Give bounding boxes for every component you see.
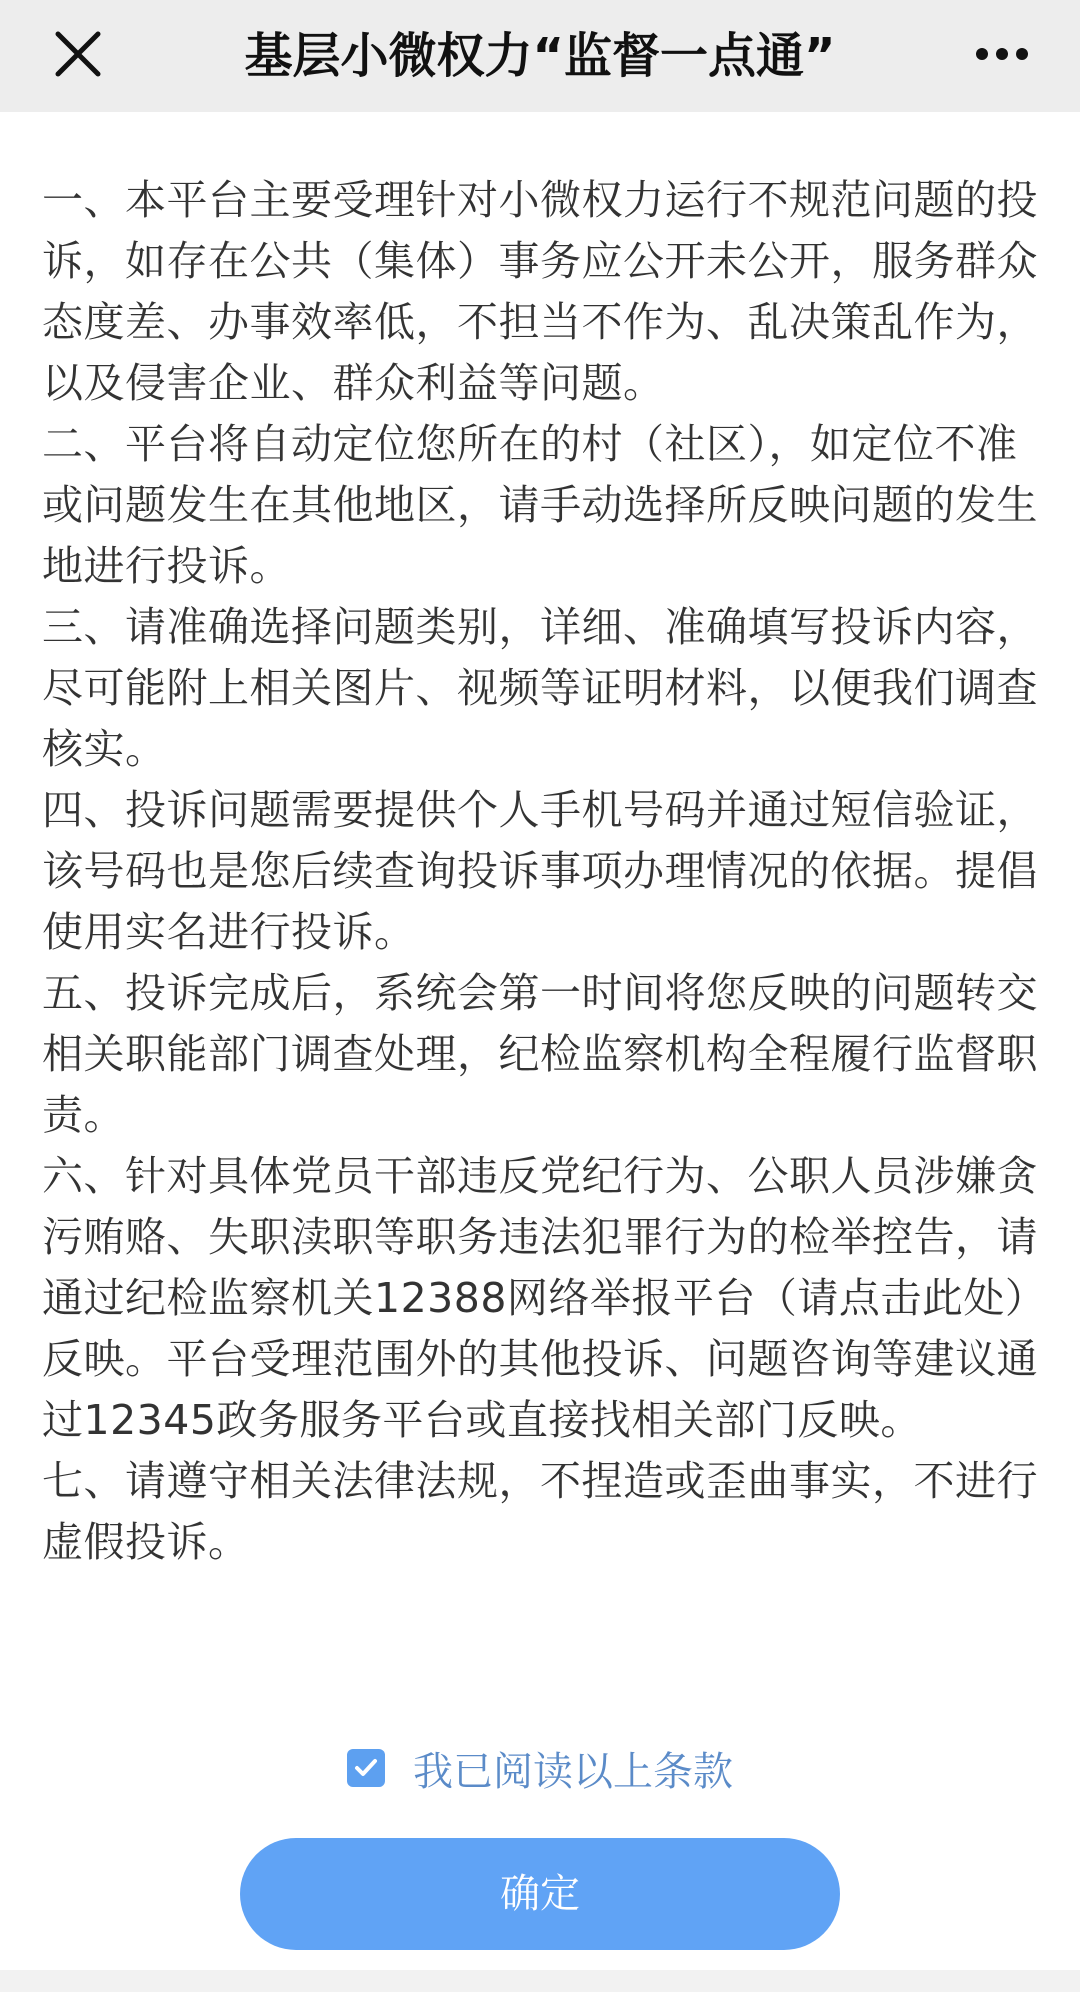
agreement-checkbox[interactable] [347, 1749, 385, 1787]
more-dots-icon[interactable] [974, 34, 1030, 74]
term-item-5: 五、投诉完成后，系统会第一时间将您反映的问题转交相关职能部门调查处理，纪检监察机构全程履行监督职责。 [42, 969, 1038, 1139]
term-item-7: 七、请遵守相关法律法规，不捏造或歪曲事实，不进行虚假投诉。 [42, 1457, 1038, 1566]
term-item-4: 四、投诉问题需要提供个人手机号码并通过短信验证，该号码也是您后续查询投诉事项办理情况的依据。提倡使用实名进行投诉。 [42, 786, 1038, 956]
term-item-1: 一、本平台主要受理针对小微权力运行不规范问题的投诉，如存在公共（集体）事务应公开未公开，服务群众态度差、办事效率低，不担当不作为、乱决策乱作为，以及侵害企业、群众利益等问题。 [42, 176, 1038, 407]
nav-bar [0, 0, 1080, 112]
terms-content [42, 170, 1042, 1573]
bottom-strip [0, 1970, 1080, 1992]
terms-list [42, 170, 1042, 1573]
close-icon[interactable] [50, 26, 106, 82]
agreement-row[interactable] [0, 1740, 1080, 1796]
checkmark-icon [353, 1755, 379, 1781]
page-title: 基层小微权力“监督一点通” [244, 28, 836, 84]
confirm-button[interactable]: 确定 [240, 1838, 840, 1950]
term-item-2: 二、平台将自动定位您所在的村（社区），如定位不准或问题发生在其他地区，请手动选择所反映问题的发生地进行投诉。 [42, 420, 1038, 590]
term-item-3: 三、请准确选择问题类别，详细、准确填写投诉内容，尽可能附上相关图片、视频等证明材料，以便我们调查核实。 [42, 603, 1038, 773]
term-item-6[interactable]: 六、针对具体党员干部违反党纪行为、公职人员涉嫌贪污贿赂、失职渎职等职务违法犯罪行为的检举控告，请通过纪检监察机关12388网络举报平台（请点击此处）反映。平台受理范围外的其他投诉、问题咨询等建议通过12345政务服务平台或直接找相关部门反映。 [42, 1152, 1038, 1444]
agreement-label: 我已阅读以上条款 [413, 1748, 733, 1795]
